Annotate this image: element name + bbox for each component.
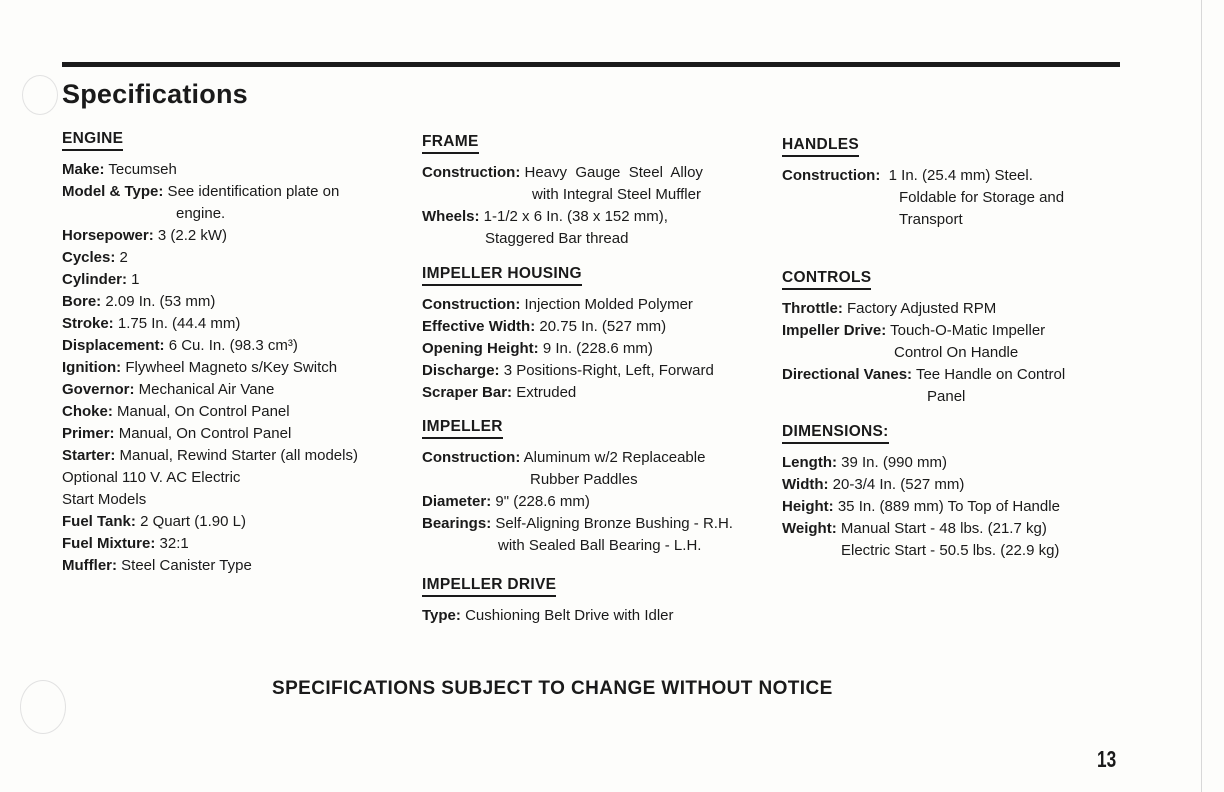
spec-row bbox=[62, 181, 358, 203]
spec-row bbox=[422, 294, 714, 316]
spec-value-continuation: Rubber Paddles bbox=[530, 471, 638, 488]
spec-label: Effective Width: bbox=[422, 318, 536, 335]
spec-row bbox=[422, 338, 714, 360]
handles-section bbox=[782, 136, 1064, 231]
spec-label: Stroke: bbox=[62, 315, 114, 332]
spec-value-continuation: Optional 110 V. AC Electric bbox=[62, 469, 241, 486]
spec-label: Bore: bbox=[62, 293, 102, 310]
spec-row bbox=[62, 379, 358, 401]
frame-heading: FRAME bbox=[422, 133, 479, 154]
spec-row bbox=[62, 159, 358, 181]
spec-row bbox=[62, 247, 358, 269]
spec-row bbox=[422, 491, 733, 513]
spec-row bbox=[782, 320, 1065, 342]
spec-value-continuation: engine. bbox=[176, 205, 226, 222]
spec-value: 9 In. (228.6 mm) bbox=[538, 340, 653, 357]
spec-value: Cushioning Belt Drive with Idler bbox=[460, 607, 674, 624]
spec-label: Weight: bbox=[782, 520, 837, 537]
spec-label: Directional Vanes: bbox=[782, 366, 913, 383]
spec-label: Discharge: bbox=[422, 362, 500, 379]
dimensions-section bbox=[782, 423, 1060, 562]
spec-row bbox=[62, 291, 358, 313]
spec-row bbox=[782, 364, 1065, 386]
spec-label: Wheels: bbox=[422, 208, 480, 225]
spec-value: Tee Handle on Control bbox=[912, 366, 1066, 383]
spec-row bbox=[422, 513, 733, 535]
engine-section bbox=[62, 130, 358, 577]
spec-label: Construction: bbox=[782, 167, 881, 184]
spec-label: Height: bbox=[782, 498, 834, 515]
spec-label: Cylinder: bbox=[62, 271, 128, 288]
spec-label: Throttle: bbox=[782, 300, 843, 317]
spec-label: Construction: bbox=[422, 449, 521, 466]
spec-row bbox=[62, 225, 358, 247]
binder-hole-mark bbox=[20, 680, 66, 734]
spec-row bbox=[422, 162, 703, 184]
spec-row bbox=[62, 511, 358, 533]
spec-value: 1 In. (25.4 mm) Steel. bbox=[880, 167, 1033, 184]
spec-label: Make: bbox=[62, 161, 105, 178]
handles-heading: HANDLES bbox=[782, 136, 859, 157]
binder-hole-mark bbox=[22, 75, 58, 115]
spec-value: 20-3/4 In. (527 mm) bbox=[828, 476, 965, 493]
spec-label: Scraper Bar: bbox=[422, 384, 513, 401]
engine-heading: ENGINE bbox=[62, 130, 123, 151]
spec-value: 3 (2.2 kW) bbox=[153, 227, 228, 244]
spec-value: 2.09 In. (53 mm) bbox=[101, 293, 216, 310]
spec-value: See identification plate on bbox=[163, 183, 340, 200]
spec-label: Cycles: bbox=[62, 249, 116, 266]
spec-value-continuation: Transport bbox=[899, 211, 963, 228]
spec-label: Horsepower: bbox=[62, 227, 154, 244]
impeller-drive-section bbox=[422, 576, 674, 627]
spec-label: Governor: bbox=[62, 381, 135, 398]
controls-section bbox=[782, 269, 1065, 408]
spec-row bbox=[62, 401, 358, 423]
spec-value-continuation: Start Models bbox=[62, 491, 147, 508]
spec-value: Heavy Gauge Steel Alloy bbox=[520, 164, 703, 181]
impeller-drive-heading: IMPELLER DRIVE bbox=[422, 576, 556, 597]
spec-value: Steel Canister Type bbox=[117, 557, 252, 574]
spec-value: Touch-O-Matic Impeller bbox=[886, 322, 1046, 339]
spec-row bbox=[62, 269, 358, 291]
spec-value: 35 In. (889 mm) To Top of Handle bbox=[833, 498, 1060, 515]
impeller-housing-section bbox=[422, 265, 714, 404]
spec-row bbox=[62, 445, 358, 467]
impeller-section bbox=[422, 418, 733, 557]
spec-row bbox=[62, 555, 358, 577]
spec-label: Ignition: bbox=[62, 359, 122, 376]
spec-value-continuation: with Sealed Ball Bearing - L.H. bbox=[498, 537, 702, 554]
spec-label: Type: bbox=[422, 607, 461, 624]
spec-row bbox=[782, 165, 1064, 187]
spec-label: Width: bbox=[782, 476, 829, 493]
spec-value: Extruded bbox=[512, 384, 577, 401]
spec-label: Diameter: bbox=[422, 493, 492, 510]
page-edge-line bbox=[1201, 0, 1202, 792]
spec-label: Muffler: bbox=[62, 557, 117, 574]
spec-value-continuation: Staggered Bar thread bbox=[485, 230, 629, 247]
spec-value: Factory Adjusted RPM bbox=[842, 300, 997, 317]
spec-value: Aluminum w/2 Replaceable bbox=[520, 449, 706, 466]
page-number: 13 bbox=[1097, 746, 1117, 772]
spec-value: 1 bbox=[127, 271, 140, 288]
spec-row bbox=[782, 474, 1060, 496]
spec-value-continuation: Control On Handle bbox=[894, 344, 1019, 361]
spec-value-continuation: Panel bbox=[927, 388, 966, 405]
spec-value: 2 bbox=[115, 249, 128, 266]
spec-value: 20.75 In. (527 mm) bbox=[535, 318, 667, 335]
spec-label: Construction: bbox=[422, 296, 521, 313]
spec-value: Self-Aligning Bronze Bushing - R.H. bbox=[491, 515, 733, 532]
spec-value: Manual, On Control Panel bbox=[112, 403, 290, 420]
spec-row bbox=[62, 533, 358, 555]
spec-row bbox=[422, 382, 714, 404]
spec-label: Opening Height: bbox=[422, 340, 539, 357]
spec-value: Injection Molded Polymer bbox=[520, 296, 693, 313]
spec-value: 6 Cu. In. (98.3 cm³) bbox=[164, 337, 298, 354]
spec-row bbox=[782, 496, 1060, 518]
impeller-heading: IMPELLER bbox=[422, 418, 503, 439]
spec-value: Flywheel Magneto s/Key Switch bbox=[121, 359, 338, 376]
spec-value-continuation: Electric Start - 50.5 lbs. (22.9 kg) bbox=[841, 542, 1060, 559]
spec-row bbox=[422, 206, 703, 228]
spec-value: 2 Quart (1.90 L) bbox=[135, 513, 246, 530]
spec-value: Manual, On Control Panel bbox=[114, 425, 292, 442]
spec-row bbox=[422, 605, 674, 627]
spec-value: 39 In. (990 mm) bbox=[836, 454, 948, 471]
spec-label: Model & Type: bbox=[62, 183, 164, 200]
spec-value: 3 Positions-Right, Left, Forward bbox=[499, 362, 714, 379]
spec-row bbox=[782, 518, 1060, 540]
spec-value: 9" (228.6 mm) bbox=[491, 493, 590, 510]
spec-row bbox=[62, 423, 358, 445]
dimensions-heading: DIMENSIONS: bbox=[782, 423, 889, 444]
spec-row bbox=[62, 313, 358, 335]
spec-row bbox=[422, 360, 714, 382]
spec-row bbox=[782, 298, 1065, 320]
spec-label: Length: bbox=[782, 454, 837, 471]
page-title: Specifications bbox=[62, 79, 248, 109]
spec-label: Starter: bbox=[62, 447, 116, 464]
spec-label: Choke: bbox=[62, 403, 113, 420]
spec-row bbox=[422, 316, 714, 338]
controls-heading: CONTROLS bbox=[782, 269, 871, 290]
spec-label: Displacement: bbox=[62, 337, 165, 354]
spec-value: 32:1 bbox=[155, 535, 189, 552]
header-rule bbox=[62, 62, 1120, 67]
impeller-housing-heading: IMPELLER HOUSING bbox=[422, 265, 582, 286]
spec-value: Mechanical Air Vane bbox=[134, 381, 275, 398]
spec-label: Construction: bbox=[422, 164, 521, 181]
spec-row bbox=[782, 452, 1060, 474]
spec-label: Impeller Drive: bbox=[782, 322, 887, 339]
spec-label: Fuel Mixture: bbox=[62, 535, 156, 552]
spec-value-continuation: with Integral Steel Muffler bbox=[532, 186, 701, 203]
frame-section bbox=[422, 133, 703, 250]
spec-row bbox=[62, 335, 358, 357]
change-notice: SPECIFICATIONS SUBJECT TO CHANGE WITHOUT NOTICE bbox=[272, 678, 833, 699]
spec-row bbox=[422, 447, 733, 469]
spec-value: 1-1/2 x 6 In. (38 x 152 mm), bbox=[479, 208, 668, 225]
spec-row bbox=[62, 357, 358, 379]
spec-value: Manual, Rewind Starter (all models) bbox=[115, 447, 358, 464]
spec-value: Tecumseh bbox=[104, 161, 177, 178]
spec-value: 1.75 In. (44.4 mm) bbox=[113, 315, 241, 332]
spec-value-continuation: Foldable for Storage and bbox=[899, 189, 1065, 206]
spec-label: Bearings: bbox=[422, 515, 492, 532]
spec-label: Primer: bbox=[62, 425, 115, 442]
spec-label: Fuel Tank: bbox=[62, 513, 136, 530]
spec-value: Manual Start - 48 lbs. (21.7 kg) bbox=[836, 520, 1047, 537]
